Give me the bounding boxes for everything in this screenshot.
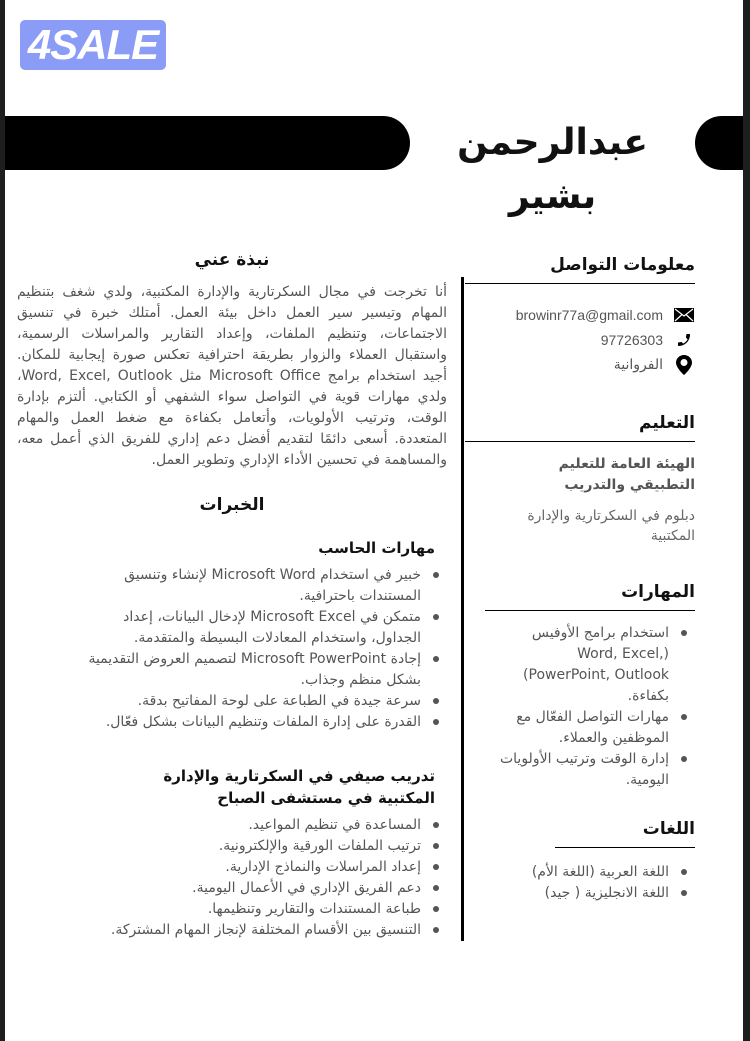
skill-item: استخدام برامج الأوفيس (Word, Excel, PowerPoint, Outlook) بكفاءة. <box>495 623 695 707</box>
experience-item: ترتيب الملفات الورقية والإلكترونية. <box>77 836 447 857</box>
language-item: اللغة الانجليزية ( جيد) <box>475 883 695 904</box>
experience-list <box>17 815 447 941</box>
experience-group-computer <box>17 537 447 733</box>
experience-item: طباعة المستندات والتقارير وتنظيمها. <box>77 899 447 920</box>
envelope-icon <box>673 304 695 326</box>
experience-list <box>17 565 447 733</box>
candidate-name: عبدالرحمن بشير <box>457 122 648 217</box>
brand-logo: 4SALE <box>20 20 166 70</box>
experience-group-internship <box>17 765 447 941</box>
name-bar-right-decoration <box>695 116 743 170</box>
education-section-title: التعليم <box>465 413 695 442</box>
experience-item: متمكن في Microsoft Excel لإدخال البيانات، إعداد الجداول، واستخدام المعادلات البسيطة والمتقدمة. <box>77 607 447 649</box>
contact-phone <box>475 327 695 352</box>
education-institution: الهيئة العامة للتعليم التطبيقي والتدريب <box>558 456 695 493</box>
experience-item: إعداد المراسلات والنماذج الإدارية. <box>77 857 447 878</box>
contact-location <box>475 352 695 377</box>
name-bar-left-decoration <box>5 116 410 170</box>
experience-group-title: تدريب صيفي في السكرتارية والإدارة المكتبية في مستشفى الصباح <box>163 767 435 807</box>
experience-item: دعم الفريق الإداري في الأعمال اليومية. <box>77 878 447 899</box>
skills-section-title: المهارات <box>485 582 695 611</box>
languages-section-title: اللغات <box>555 819 695 848</box>
skills-list <box>475 623 695 791</box>
education-degree: دبلوم في السكرتارية والإدارة المكتبية <box>527 508 695 544</box>
experience-section-title: الخبرات <box>199 495 265 515</box>
experience-group-title: مهارات الحاسب <box>318 539 435 557</box>
resume-page <box>5 0 743 1041</box>
contact-phone-text[interactable]: 97726303 <box>600 331 663 348</box>
experience-item: إجادة Microsoft PowerPoint لتصميم العروض التقديمية بشكل منظم وجذاب. <box>77 649 447 691</box>
column-divider <box>461 277 464 941</box>
skill-item: إدارة الوقت وترتيب الأولويات اليومية. <box>495 749 695 791</box>
contact-email <box>475 302 695 327</box>
experience-item: القدرة على إدارة الملفات وتنظيم البيانات بشكل فعّال. <box>77 712 447 733</box>
main-column <box>17 250 447 941</box>
contact-list <box>475 302 695 377</box>
experience-item: خبير في استخدام Microsoft Word لإنشاء وتنسيق المستندات باحترافية. <box>77 565 447 607</box>
skill-item: مهارات التواصل الفعّال مع الموظفين والعملاء. <box>495 707 695 749</box>
languages-list <box>475 862 695 904</box>
contact-section-title: معلومات التواصل <box>465 255 695 284</box>
phone-icon <box>673 329 695 351</box>
experience-item: المساعدة في تنظيم المواعيد. <box>77 815 447 836</box>
map-pin-icon <box>673 354 695 376</box>
sidebar-column <box>475 255 695 904</box>
about-text: أنا تخرجت في مجال السكرتارية والإدارة المكتبية، ولدي شغف بتنظيم المهام وتيسير سير العمل داخل بيئة العمل. أمتلك خبرة في تنسيق الاجتماعات، وتنظيم الملفات، وإعداد التقارير والمراسلات الرسمية، واستقبال العملاء والزوار بطريقة احترافية تعكس صورة إيجابية للمكان. أجيد استخدام برامج Microsoft Office مثل Word, Excel, Outlook، ولدي مهارات قوية في التواصل سواء الشفهي أو الكتابي. ألتزم بإدارة الوقت، وترتيب الأولويات، وأتعامل بكفاءة مع ضغط العمل والمهام المتعددة. أسعى دائمًا لتقديم أفضل دعم إداري للفريق الذي أعمل معه، والمساهمة في تحسين الأداء الإداري وتطوير العمل. <box>17 284 447 468</box>
about-section-title: نبذة عني <box>194 250 270 270</box>
experience-item: التنسيق بين الأقسام المختلفة لإنجاز المهام المشتركة. <box>77 920 447 941</box>
contact-location-text: الفروانية <box>613 356 663 372</box>
contact-email-text[interactable]: browinr77a@gmail.com <box>515 306 663 323</box>
experience-item: سرعة جيدة في الطباعة على لوحة المفاتيح بدقة. <box>77 691 447 712</box>
language-item: اللغة العربية (اللغة الأم) <box>475 862 695 883</box>
